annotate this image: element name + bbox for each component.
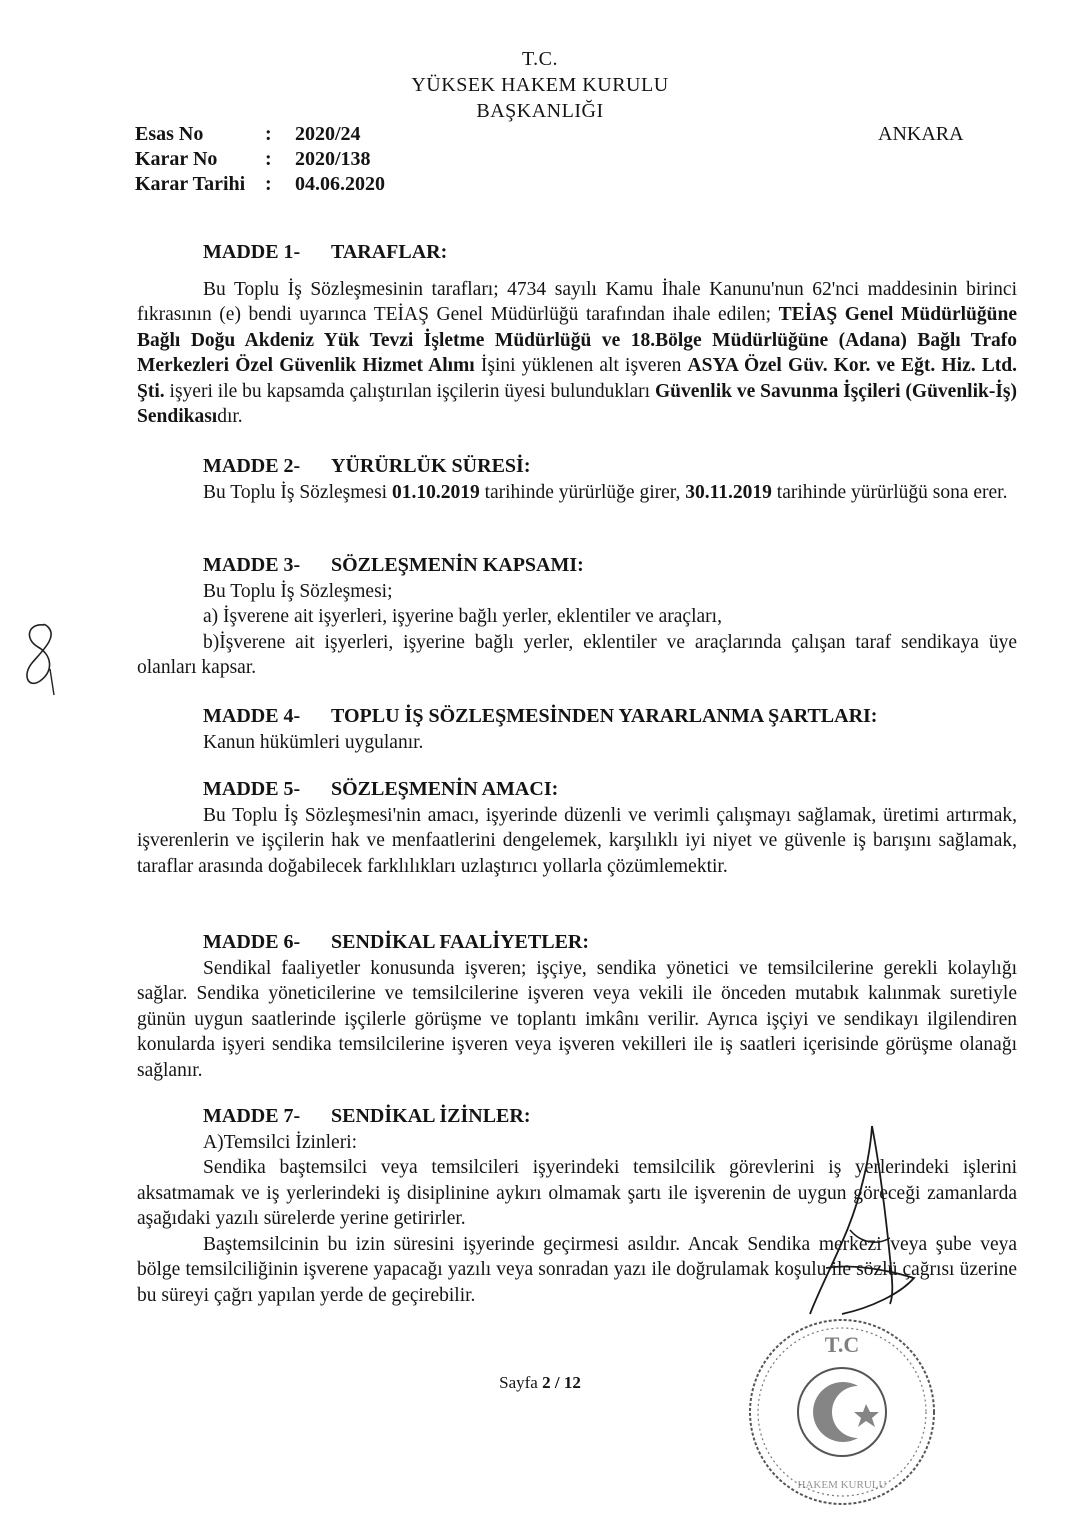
meta-value: 04.06.2020 [295,173,385,195]
header-institution: YÜKSEK HAKEM KURULU [411,74,669,96]
article-title: MADDE 3- SÖZLEŞMENİN KAPSAMI: [203,554,584,576]
meta-row-esas [135,123,361,146]
article-body: Baştemsilcinin bu izin süresini işyerinde geçirmesi asıldır. Ancak Sendika merkezi veya şube veya bölge temsilciliğinin işverene yapacağı yazılı veya sonradan yazı ile doğrulamak koşulu ile sözlü çağrısı üzerine bu süreyi çağrı yapılan yerde de geçirebilir. [137,1233,1017,1306]
header-department: BAŞKANLIĞI [476,100,604,122]
handwritten-margin-mark [14,617,64,697]
article-body: Bu Toplu İş Sözleşmesi'nin amacı, işyerinde düzenli ve verimli çalışmayı sağlamak, üretimi artırmak, işverenlerin ve işçilerin hak ve menfaatlerini dengelemek, karşılıklı iyi niyet ve güvenle iş barışını sağlamak, taraflar arasında doğabilecek farklılıkları uzlaştırıcı yollarla çözümlemektir. [137,804,1017,877]
article-2 [137,454,1017,505]
meta-row-karar [135,148,371,171]
article-body: Sendika baştemsilci veya temsilcileri işyerindeki temsilcilik görevlerini iş yerlerindeki işlerini aksatmamak ve iş yerlerindeki iş disiplinine aykırı olmamak şartı ile işverenin de uygun göreceği zamanlarda aşağıdaki yazılı sürelerde yerine getirirler. [137,1157,1017,1229]
article-body: Sendikal faaliyetler konusunda işveren; işçiye, sendika yönetici ve temsilcilerine gerekli kolaylığı sağlar. Sendika yöneticilerine ve temsilcilerine işveren veya vekili ile önceden mutabık kalınmak suretiyle günün uygun saatlerinde işçilerle görüşme ve toplantı imkânı verilir. Ayrıca işçiyi ve sendikayı ilgilendiren konularda işyeri sendika temsilcilerine işveren veya işveren vekilleri ile iş saatleri içerisinde görüşme olanağı sağlanır. [137,957,1017,1081]
footer-page: 2 [542,1373,551,1392]
article-subtitle: A)Temsilci İzinleri: [203,1131,358,1153]
article-1 [137,240,1017,430]
article-body: Bu Toplu İş Sözleşmesinin tarafları; 4734 sayılı Kamu İhale Kanunu'nun 62'nci maddesinin birinci fıkrasının (e) bendi uyarınca TEİAŞ Genel Müdürlüğü tarafından ihale edilen; TEİAŞ Genel Müdürlüğüne Bağlı Doğu Akdeniz Yük Tevzi İşletme Müdürlüğü ve 18.Bölge Müdürlüğüne (Adana) Bağlı Trafo Merkezleri Özel Güvenlik Hizmet Alımı İşini yüklenen alt işveren ASYA Özel Güv. Kor. ve Eğt. Hiz. Ltd. Şti. işyeri ile bu kapsamda çalıştırılan işçilerin üyesi bulundukları Güvenlik ve Savunma İşçileri (Güvenlik-İş) Sendikasıdır. [137,278,1018,427]
svg-text:T.C: T.C [824,1332,860,1357]
article-line: Kanun hükümleri uygulanır. [203,731,424,753]
meta-sep: : [265,173,272,195]
svg-text:HAKEM KURULU: HAKEM KURULU [797,1479,887,1491]
article-title: MADDE 2- YÜRÜRLÜK SÜRESİ: [203,455,531,477]
footer-total: 12 [563,1373,581,1392]
article-3 [137,553,1017,681]
official-seal-stamp [742,1312,942,1512]
article-line: a) İşverene ait işyerleri, işyerine bağlı yerler, eklentiler ve araçları, [203,606,722,627]
article-title: MADDE 5- SÖZLEŞMENİN AMACI: [203,778,559,800]
meta-value: 2020/24 [295,123,361,145]
article-title: MADDE 7- SENDİKAL İZİNLER: [203,1105,531,1127]
article-title: MADDE 4- TOPLU İŞ SÖZLEŞMESİNDEN YARARLANMA ŞARTLARI: [203,705,878,727]
header-city: ANKARA [878,123,964,145]
meta-label: Esas No [135,123,204,145]
meta-sep: : [265,148,272,170]
meta-sep: : [265,123,272,145]
article-6 [137,930,1017,1083]
article-4 [137,704,1017,755]
footer-prefix: Sayfa [499,1373,543,1392]
meta-row-tarih [135,173,385,196]
article-5 [137,777,1017,879]
meta-label: Karar Tarihi [135,173,246,195]
article-line: Bu Toplu İş Sözleşmesi; [203,580,393,602]
signature-icon [790,1118,930,1328]
article-title: MADDE 1- TARAFLAR: [203,241,448,263]
header-tc: T.C. [521,48,559,70]
footer-sep: / [550,1373,564,1392]
meta-label: Karar No [135,148,218,170]
meta-value: 2020/138 [295,148,371,170]
article-body: Bu Toplu İş Sözleşmesi 01.10.2019 tarihinde yürürlüğe girer, 30.11.2019 tarihinde yürürlüğü sona erer. [203,481,1008,503]
article-title: MADDE 6- SENDİKAL FAALİYETLER: [203,931,590,953]
article-line: b)İşverene ait işyerleri, işyerine bağlı yerler, eklentiler ve araçlarında çalışan taraf sendikaya üye olanları kapsar. [137,631,1017,678]
